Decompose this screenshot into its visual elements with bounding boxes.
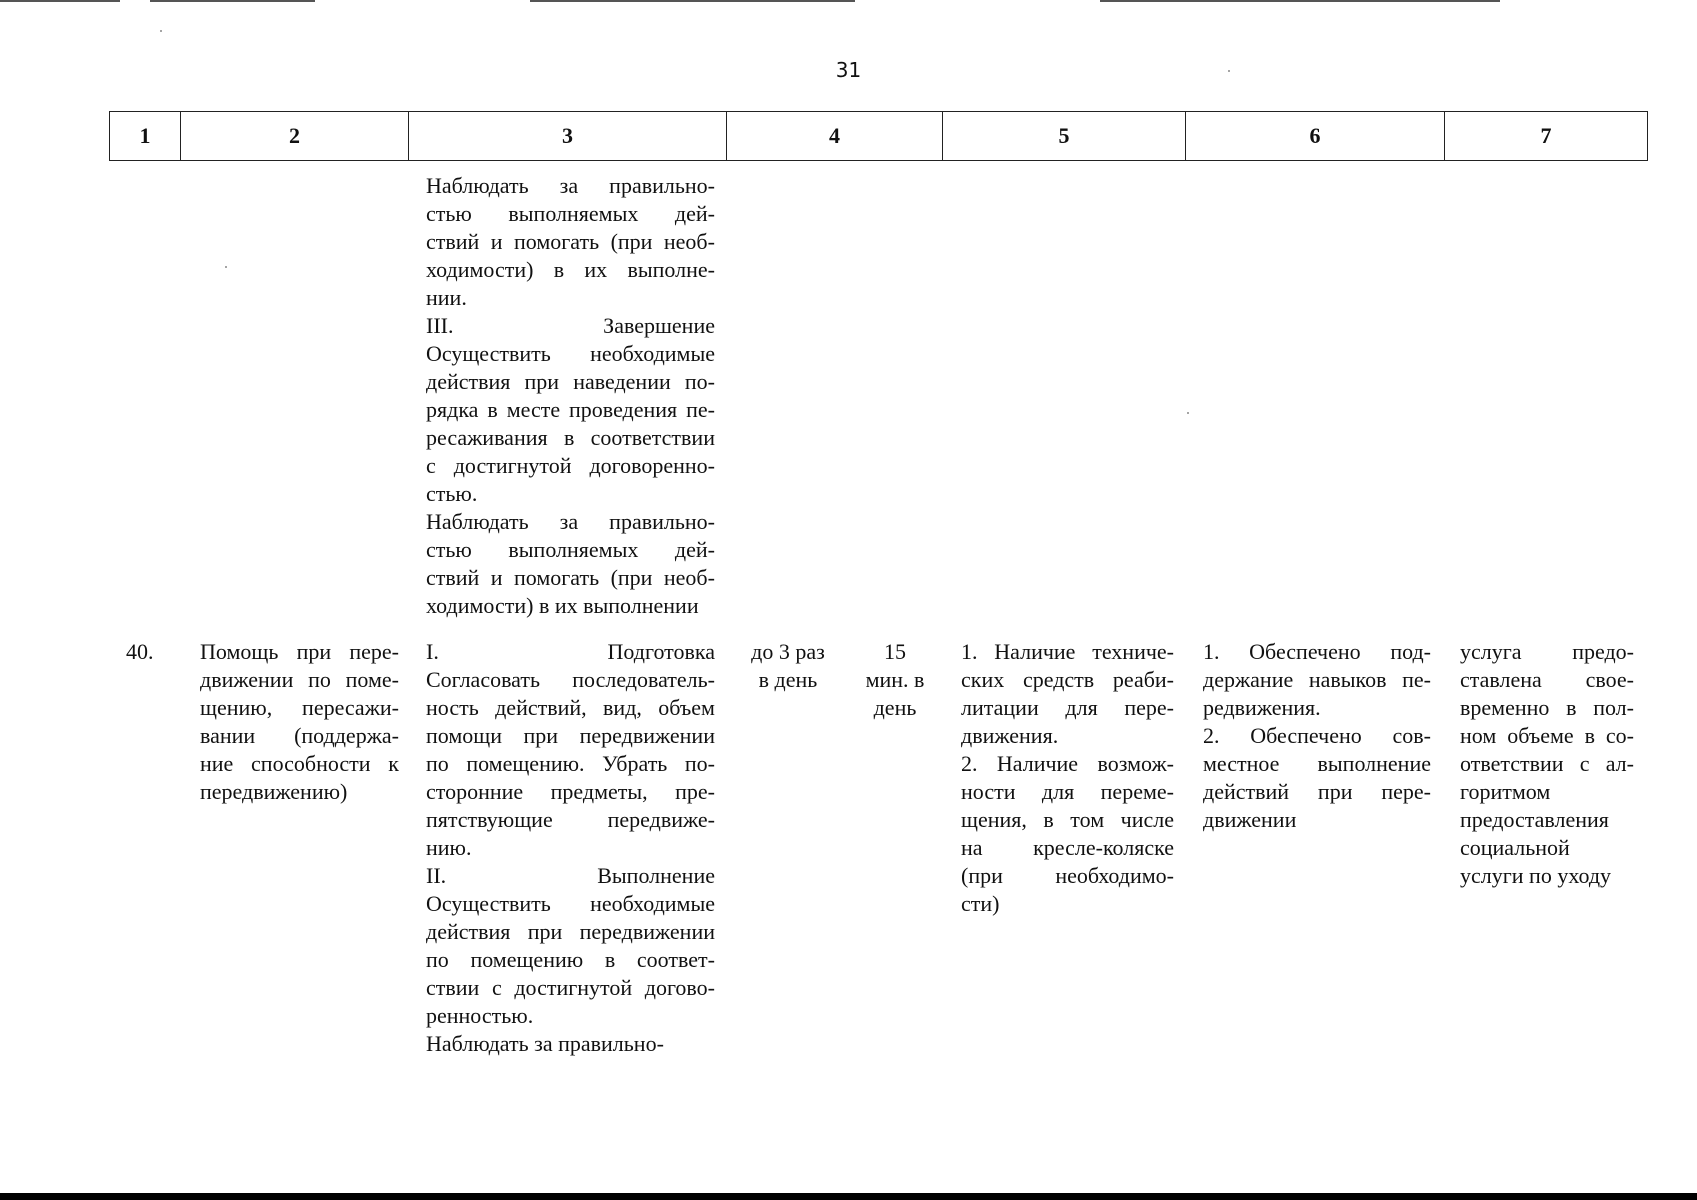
word: последователь- <box>572 667 715 692</box>
word: необ- <box>663 565 715 590</box>
word: кресле-коляске <box>1033 835 1174 860</box>
word: в <box>604 947 616 972</box>
word: предметы, <box>550 779 648 804</box>
text-line <box>426 172 715 200</box>
text-line: нии. <box>426 285 467 310</box>
word: в <box>1566 695 1577 720</box>
scan-edge-top-2 <box>150 0 315 2</box>
word: том <box>1070 807 1105 832</box>
word: по- <box>684 751 715 776</box>
text-line <box>200 722 399 750</box>
service-duration <box>864 638 926 722</box>
word: стью <box>426 201 472 226</box>
text-line <box>426 890 715 918</box>
text-line <box>200 666 399 694</box>
word: на <box>961 835 983 860</box>
word: проведения <box>569 397 678 422</box>
word: дей- <box>674 537 715 562</box>
word: соответствии <box>590 425 715 450</box>
word: Выполнение <box>597 863 715 888</box>
text-line <box>426 228 715 256</box>
word: выполняемых <box>508 537 639 562</box>
result-evaluation <box>1460 638 1634 890</box>
word: 1. <box>1203 639 1220 664</box>
word: в <box>563 425 575 450</box>
word: ном <box>1460 723 1497 748</box>
word: при <box>527 919 563 944</box>
word: ответствии <box>1460 751 1564 776</box>
text-line <box>426 312 715 340</box>
word: держание <box>1203 667 1294 692</box>
word: щения, <box>961 807 1027 832</box>
word: достигнутой <box>453 453 572 478</box>
word: (поддержа- <box>294 723 399 748</box>
word: пе- <box>1402 667 1431 692</box>
text-line: ходимости) в их выполнении <box>426 593 699 618</box>
word: помогать <box>513 565 600 590</box>
word: пятствующие <box>426 807 553 832</box>
text-line: редвижения. <box>1203 695 1321 720</box>
word: движении <box>200 667 294 692</box>
text-line <box>961 666 1174 694</box>
text-line: Наблюдать за правильно- <box>426 1031 664 1056</box>
word: наведении <box>573 369 671 394</box>
word: Завершение <box>603 313 715 338</box>
text-line <box>200 750 399 778</box>
column-header-7: 7 <box>1445 112 1648 161</box>
word: помогать <box>513 229 600 254</box>
word: в <box>1584 723 1595 748</box>
word: при <box>523 723 559 748</box>
word: пол- <box>1593 695 1634 720</box>
text-line <box>200 638 399 666</box>
text-line: движении <box>1203 807 1297 832</box>
text-line: социальной <box>1460 835 1570 860</box>
word: Наблюдать <box>426 509 529 534</box>
text-line <box>1460 750 1634 778</box>
text-line <box>426 750 715 778</box>
text-line <box>426 974 715 1002</box>
text-line <box>426 256 715 284</box>
word: Обеспечено <box>1249 639 1361 664</box>
word: Подготовка <box>607 639 715 664</box>
column-header-4: 4 <box>727 112 943 161</box>
service-conditions <box>961 638 1174 918</box>
word: объеме <box>1507 723 1574 748</box>
text-line <box>426 806 715 834</box>
column-header-2: 2 <box>181 112 409 161</box>
word: в <box>487 397 498 422</box>
word: временно <box>1460 695 1550 720</box>
column-header-6: 6 <box>1186 112 1445 161</box>
word: при <box>1317 779 1353 804</box>
word: с <box>1579 751 1590 776</box>
service-description <box>426 638 715 1058</box>
continuation-description <box>426 172 715 620</box>
text-line <box>426 452 715 480</box>
word: ности <box>961 779 1016 804</box>
scan-edge-bottom <box>0 1193 1697 1200</box>
text-line <box>426 694 715 722</box>
word: пере- <box>1124 695 1174 720</box>
word: стью <box>426 537 472 562</box>
column-header-row <box>109 111 1648 161</box>
word: Наличие <box>996 751 1079 776</box>
text-line <box>1203 722 1431 750</box>
word: выполне- <box>627 257 715 282</box>
text-line <box>426 508 715 536</box>
word: действий, <box>495 695 587 720</box>
word: Осуществить <box>426 341 551 366</box>
text-line: предоставления <box>1460 807 1609 832</box>
word: при <box>524 369 560 394</box>
text-line: горитмом <box>1460 779 1551 804</box>
text-line <box>426 722 715 750</box>
word: с <box>426 453 436 478</box>
text-line <box>961 694 1174 722</box>
word: дей- <box>674 201 715 226</box>
scan-speck <box>160 30 162 32</box>
text-line: день <box>873 695 917 720</box>
word: ал- <box>1605 751 1634 776</box>
word: по <box>308 667 331 692</box>
word: щению, <box>200 695 273 720</box>
word: поме- <box>345 667 399 692</box>
word: за <box>559 509 579 534</box>
word: со- <box>1605 723 1634 748</box>
text-line <box>426 536 715 564</box>
word: ресаживания <box>426 425 548 450</box>
word: I. <box>426 639 439 664</box>
text-line: нию. <box>426 835 472 860</box>
word: месте <box>506 397 561 422</box>
text-line <box>200 694 399 722</box>
word: достигнутой <box>514 975 633 1000</box>
word: необ- <box>663 229 715 254</box>
word: ствий <box>426 565 480 590</box>
word: по <box>426 751 449 776</box>
word: (при <box>610 229 653 254</box>
word: пре- <box>675 779 715 804</box>
text-line <box>1460 638 1634 666</box>
word: ствии <box>426 975 480 1000</box>
word: техниче- <box>1092 639 1174 664</box>
text-line: стью. <box>426 481 478 506</box>
text-line: услуги по уходу <box>1460 863 1612 888</box>
word: Убрать <box>602 751 668 776</box>
word: III. <box>426 313 454 338</box>
text-line <box>1203 750 1431 778</box>
text-line: в день <box>758 667 818 692</box>
word: действия <box>426 919 511 944</box>
text-line <box>961 778 1174 806</box>
text-line <box>426 396 715 424</box>
word: помещению <box>470 947 584 972</box>
text-line <box>426 424 715 452</box>
text-line <box>1460 694 1634 722</box>
text-line <box>426 638 715 666</box>
word: при <box>296 639 332 664</box>
word: Осуществить <box>426 891 551 916</box>
word: (при <box>961 863 1003 888</box>
word: помещению. <box>466 751 585 776</box>
word: предо- <box>1572 639 1634 664</box>
word: Обеспечено <box>1250 723 1362 748</box>
word: ние <box>200 751 234 776</box>
text-line <box>961 862 1174 890</box>
text-line <box>1203 638 1431 666</box>
word: к <box>388 751 399 776</box>
word: с <box>491 975 502 1000</box>
word: (при <box>610 565 653 590</box>
word: догово- <box>644 975 715 1000</box>
word: и <box>490 229 503 254</box>
word: их <box>584 257 608 282</box>
text-line <box>961 834 1174 862</box>
word: 2. <box>1203 723 1220 748</box>
text-line: мин. в <box>865 667 925 692</box>
column-header-1: 1 <box>110 112 181 161</box>
word: помощи <box>426 723 502 748</box>
text-line <box>1460 666 1634 694</box>
service-frequency <box>740 638 836 694</box>
word: 1. <box>961 639 978 664</box>
text-line: движения. <box>961 723 1059 748</box>
word: 2. <box>961 751 978 776</box>
text-line <box>1460 722 1634 750</box>
word: передвижении <box>579 919 715 944</box>
word: реаби- <box>1112 667 1174 692</box>
text-line: до 3 раз <box>751 639 825 664</box>
word: по- <box>684 369 715 394</box>
word: ских <box>961 667 1005 692</box>
word: средств <box>1022 667 1095 692</box>
word: передвиже- <box>607 807 715 832</box>
scan-speck <box>1187 412 1189 414</box>
text-line <box>426 946 715 974</box>
word: под- <box>1390 639 1431 664</box>
quality-indicators <box>1203 638 1431 834</box>
word: объем <box>658 695 715 720</box>
word: ность <box>426 695 479 720</box>
word: Наблюдать <box>426 173 529 198</box>
text-line <box>1203 666 1431 694</box>
scan-edge-top-3 <box>530 0 855 2</box>
word: необходимые <box>590 341 715 366</box>
word: действий <box>1203 779 1290 804</box>
word: литации <box>961 695 1039 720</box>
word: соответ- <box>636 947 715 972</box>
word: за <box>559 173 579 198</box>
text-line <box>426 200 715 228</box>
text-line <box>426 778 715 806</box>
word: ходимости) <box>426 257 534 282</box>
word: договоренно- <box>589 453 715 478</box>
word: способности <box>251 751 371 776</box>
text-line: передвижению) <box>200 779 348 804</box>
word: правильно- <box>609 173 715 198</box>
word: и <box>490 565 503 590</box>
word: местное <box>1203 751 1280 776</box>
word: Согласовать <box>426 667 541 692</box>
text-line <box>426 862 715 890</box>
word: пе- <box>686 397 715 422</box>
word: вании <box>200 723 256 748</box>
word: выполнение <box>1317 751 1431 776</box>
word: пере- <box>349 639 399 664</box>
word: пере- <box>1381 779 1431 804</box>
word: передвижении <box>579 723 715 748</box>
text-line: сти) <box>961 891 1000 916</box>
word: в <box>1043 807 1054 832</box>
word: услуга <box>1460 639 1522 664</box>
scan-edge-top-left <box>0 0 120 2</box>
text-line <box>961 750 1174 778</box>
word: рядка <box>426 397 479 422</box>
text-line <box>426 666 715 694</box>
text-line <box>426 564 715 592</box>
word: переме- <box>1100 779 1174 804</box>
word: пересажи- <box>302 695 399 720</box>
word: вид, <box>603 695 642 720</box>
word: навыков <box>1308 667 1387 692</box>
text-line <box>961 638 1174 666</box>
text-line <box>426 340 715 368</box>
word: сов- <box>1392 723 1431 748</box>
text-line <box>426 918 715 946</box>
service-name <box>200 638 399 806</box>
column-header-3: 3 <box>409 112 727 161</box>
word: для <box>1041 779 1075 804</box>
word: для <box>1065 695 1098 720</box>
word: выполняемых <box>508 201 639 226</box>
text-line: ренностью. <box>426 1003 534 1028</box>
row-number: 40. <box>126 639 154 664</box>
word: II. <box>426 863 447 888</box>
text-line <box>426 368 715 396</box>
word: правильно- <box>609 509 715 534</box>
word: по <box>426 947 449 972</box>
word: Помощь <box>200 639 279 664</box>
page-number: 31 <box>835 58 862 82</box>
text-line <box>961 806 1174 834</box>
word: ставлена <box>1460 667 1542 692</box>
word: необходимо- <box>1055 863 1174 888</box>
column-header-5: 5 <box>943 112 1186 161</box>
word: числе <box>1120 807 1174 832</box>
word: сторонние <box>426 779 524 804</box>
text-line <box>1203 778 1431 806</box>
text-line: 15 <box>884 639 906 664</box>
word: необходимые <box>590 891 715 916</box>
scan-speck <box>225 266 227 268</box>
word: возмож- <box>1097 751 1174 776</box>
word: в <box>553 257 565 282</box>
scan-edge-top-4 <box>1100 0 1500 2</box>
word: Наличие <box>994 639 1076 664</box>
word: ствий <box>426 229 480 254</box>
word: свое- <box>1585 667 1634 692</box>
word: действия <box>426 369 511 394</box>
